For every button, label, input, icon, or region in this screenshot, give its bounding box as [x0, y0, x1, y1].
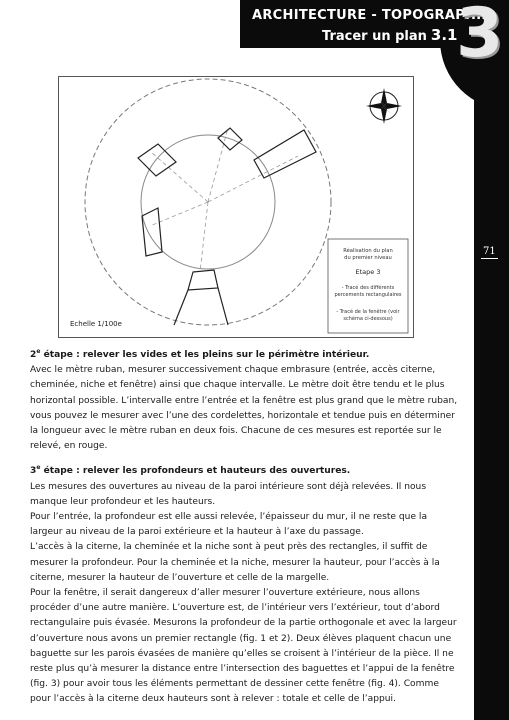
scale-label: Echelle 1/100e — [70, 320, 122, 328]
right-margin-strip — [474, 48, 509, 720]
legend-step: Etape 3 — [355, 268, 381, 276]
legend-line-1: Réalisation du plan — [343, 248, 393, 254]
step2-sup: e — [36, 347, 41, 355]
chapter-number: 3 — [456, 0, 504, 73]
page-subtitle — [322, 26, 458, 44]
paragraph-2: Les mesures des ouvertures au niveau de la paroi intérieure sont déjà relevées. Il nous manque leur profondeur et les hauteurs. — [30, 481, 427, 507]
step3-number: 3 — [30, 466, 37, 477]
paragraph-1: Avec le mètre ruban, mesurer successivement chaque embrasure (entrée, accès citerne, cheminée, niche et fenêtre) ainsi que chaque intervalle. Le mètre doit être tendu et le plus horizontal possible. L’intervalle entre l’entrée et la fenêtre est plus grand que le mètre ruban, vous pouvez le mesurer avec l’une des cordelettes, horizontale et tendue puis en déterminer la longueur avec le mètre ruban en deux fois. Chacune de ces mesures est reportée sur le relevé, en rouge. — [30, 365, 458, 452]
legend-box — [328, 239, 408, 333]
step3-heading — [30, 464, 462, 479]
paragraph-5: Pour la fenêtre, il serait dangereux d’aller mesurer l’ouverture extérieure, nous allons procéder d’une autre manière. L’ouverture est, de l’intérieur vers l’extérieur, tout d’abord rectangulaire puis évasée. Mesurons la profondeur de la partie orthogonale et avec la largeur d’ouverture nous avons un premier rectangle (fig. 1 et 2). Deux élèves plaquent chacun une baguette sur les parois évasées de manière qu’elles se croisent à l’intérieur de la pièce. Il ne reste plus qu’à mesurer la distance entre l’intersection des baguettes et l’appui de la fenêtre (fig. 3) pour avoir tous les éléments permettant de dessiner cette fenêtre (fig. 4). Comme pour l’accès à la citerne deux hauteurs sont à relever : totale et celle de l’appui. — [30, 588, 457, 705]
subtitle-number: 3.1 — [430, 26, 458, 44]
paragraph-3: Pour l’entrée, la profondeur est elle aussi relevée, l’épaisseur du mur, il ne reste que la largeur au niveau de la paroi extérieure et la hauteur à l’axe du passage. — [30, 512, 428, 538]
legend-item1-line1: - Tracé des différents — [341, 285, 395, 291]
body-text — [30, 348, 462, 708]
step2-number: 2 — [30, 350, 37, 360]
page-number: 71 — [483, 246, 496, 257]
paragraph-4: L’accès à la citerne, la cheminée et la niche sont à peut près des rectangles, il suffit de mesurer la profondeur. Pour la cheminée et la niche, mesurer la hauteur, pour l’accès à la citerne, mesurer la hauteur de l’ouverture et celle de la margelle. — [30, 542, 440, 583]
step3-title: étape : relever les profondeurs et hauteurs des ouvertures. — [40, 466, 351, 477]
plan-figure — [58, 76, 414, 338]
section-title: ARCHITECTURE - TOPOGRAPHIE — [252, 8, 491, 23]
legend-line-2: du premier niveau — [344, 255, 392, 261]
step2-heading — [30, 348, 462, 363]
legend-item2-line2: schéma ci-dessous) — [343, 316, 393, 322]
legend-item2-line1: - Tracé de la fenêtre (voir — [336, 309, 400, 315]
step2-title: étape : relever les vides et les pleins sur le périmètre intérieur. — [40, 350, 370, 360]
legend-item1-line2: percements rectangulaires — [334, 292, 402, 298]
subtitle-text: Tracer un plan — [322, 29, 427, 44]
step3-sup: e — [36, 464, 41, 472]
